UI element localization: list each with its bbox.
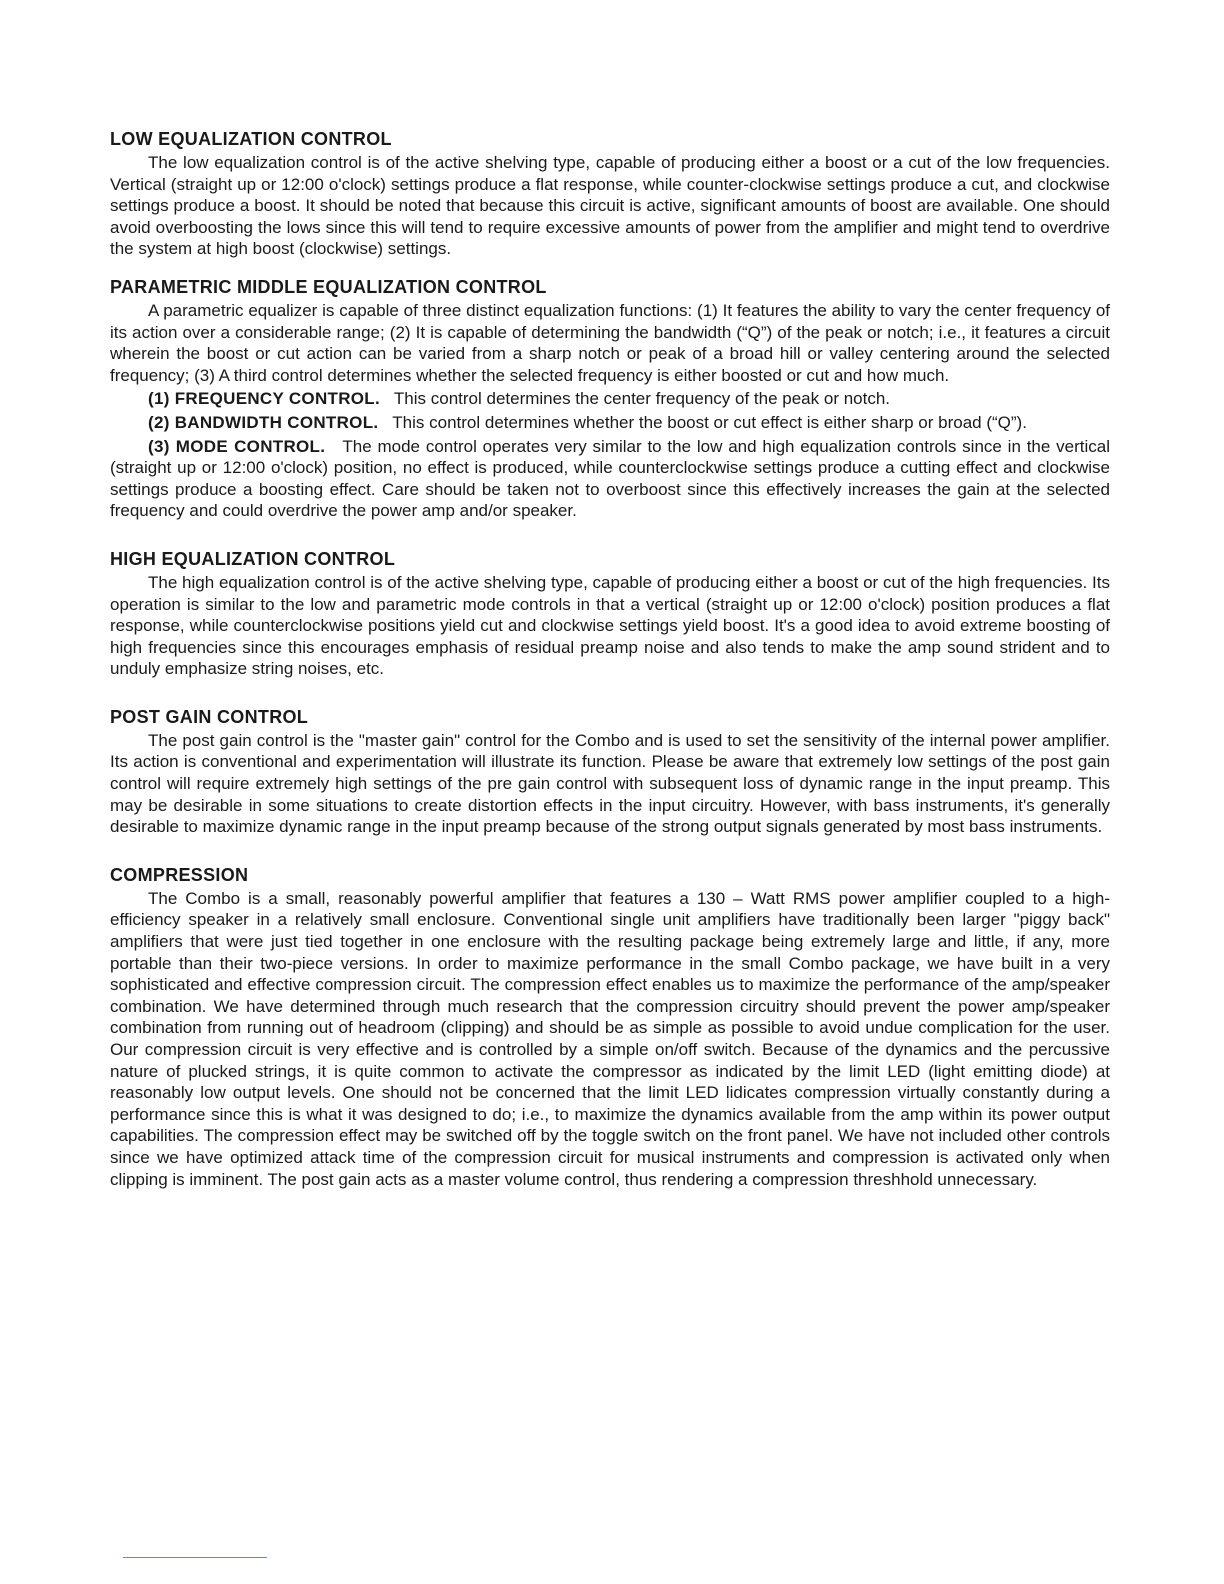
item-text: This control determines the center frequency of the peak or notch. — [393, 389, 891, 409]
section-body: The Combo is a small, reasonably powerful amplifier that features a 130 – Watt RMS power amplifier coupled to a high-efficiency speaker in a relatively small enclosure. Conventional single unit amplifiers have traditionally been larger "piggy back" amplifiers that were just tied together in one enclosure with the resulting package being extremely large and little, if any, more portable than their two-piece versions. In order to maximize performance in the small Combo package, we have built in a very sophisticated and effective compression circuit. The compression effect enables us to maximize the performance of the amp/speaker combination. We have determined through much research that the compression circuitry should prevent the power amp/speaker combination from running out of headroom (clipping) and should be as simple as possible to avoid undue complication for the user. Our compression circuit is very effective and is controlled by a simple on/off switch. Because of the dynamics and the percussive nature of plucked strings, it is quite common to activate the compressor as indicated by the limit LED (light emitting diode) at reasonably low output levels. One should not be concerned that the limit LED lidicates compression virtually constantly during a performance since this is what it was designed to do; i.e., to maximize the dynamics available from the amp within its power output capabilities. The compression effect may be switched off by the toggle switch on the front panel. We have not included other controls since we have optimized attack time of the compression circuit for musical instruments and compression is activated only when clipping is imminent. The post gain acts as a master volume control, thus rendering a compression threshhold unnecessary. — [110, 888, 1110, 1189]
section-body: The low equalization control is of the active shelving type, capable of producing either a boost or a cut of the low frequencies. Vertical (straight up or 12:00 o'clock) settings produce a flat response, while counter-clockwise settings produce a cut, and clockwise settings produce a boost. It should be noted that because this circuit is active, significant amounts of boost are available. One should avoid overboosting the lows since this will tend to require excessive amounts of power from the amplifier and might tend to overdrive the system at high boost (clockwise) settings. — [110, 153, 1110, 259]
section-compression — [110, 864, 1110, 1190]
item-text: This control determines whether the boost or cut effect is either sharp or broad (“Q”). — [392, 412, 1027, 432]
item-label: (3) MODE CONTROL. — [148, 436, 326, 456]
section-heading: HIGH EQUALIZATION CONTROL — [110, 548, 396, 569]
item-label: (1) FREQUENCY CONTROL. — [148, 389, 381, 409]
section-low-eq — [110, 128, 1110, 260]
section-body: The post gain control is the "master gain" control for the Combo and is used to set the sensitivity of the internal power amplifier. Its action is conventional and experimentation will illustrate its function. Please be aware that extremely low settings of the post gain control will require extremely high settings of the pre gain control with subsequent loss of dynamic range in the input preamp. This may be desirable in some situations to create distortion effects in the input circuitry. However, with bass instruments, it's generally desirable to maximize dynamic range in the input preamp because of the strong output signals generated by most bass instruments. — [110, 730, 1110, 837]
section-heading: LOW EQUALIZATION CONTROL — [110, 129, 392, 149]
manual-page — [110, 128, 1110, 1206]
section-high-eq — [110, 548, 1110, 680]
section-parametric-mid-eq — [110, 276, 1110, 522]
item-label: (2) BANDWIDTH CONTROL. — [148, 412, 379, 432]
section-post-gain — [110, 706, 1110, 838]
section-heading: POST GAIN CONTROL — [110, 706, 309, 727]
footnote-divider — [123, 1557, 267, 1558]
section-heading: COMPRESSION — [110, 864, 249, 885]
section-body: A parametric equalizer is capable of three distinct equalization functions: (1) It features the ability to vary the center frequency of its action over a considerable range; (2) It is capable of determining the bandwidth (“Q”) of the peak or notch; i.e., it features a circuit wherein the boost or cut action can be varied from a sharp notch or peak of a broad hill or valley centering around the selected frequency; (3) A third control determines whether the selected frequency is either boosted or cut and how much. — [110, 300, 1110, 385]
mode-control-item — [110, 436, 1110, 522]
frequency-control-item — [110, 388, 1110, 410]
section-body: The high equalization control is of the active shelving type, capable of producing either a boost or cut of the high frequencies. Its operation is similar to the low and parametric mode controls in that a vertical (straight up or 12:00 o'clock) position produces a flat response, while counterclockwise positions yield cut and clockwise settings yield boost. It's a good idea to avoid extreme boosting of high frequencies since this encourages emphasis of residual preamp noise and also tends to make the amp sound strident and to unduly emphasize string noises, etc. — [110, 572, 1110, 679]
item-text: The mode control operates very similar to the low and high equalization controls since in the vertical (straight up or 12:00 o'clock) position, no effect is produced, while counterclockwise settings produce a cutting effect and clockwise settings produce a boosting effect. Care should be taken not to overboost since this effectively increases the gain at the selected frequency and could overdrive the power amp and/or speaker. — [110, 436, 1110, 521]
bandwidth-control-item — [110, 412, 1110, 434]
section-heading: PARAMETRIC MIDDLE EQUALIZATION CONTROL — [110, 276, 547, 297]
